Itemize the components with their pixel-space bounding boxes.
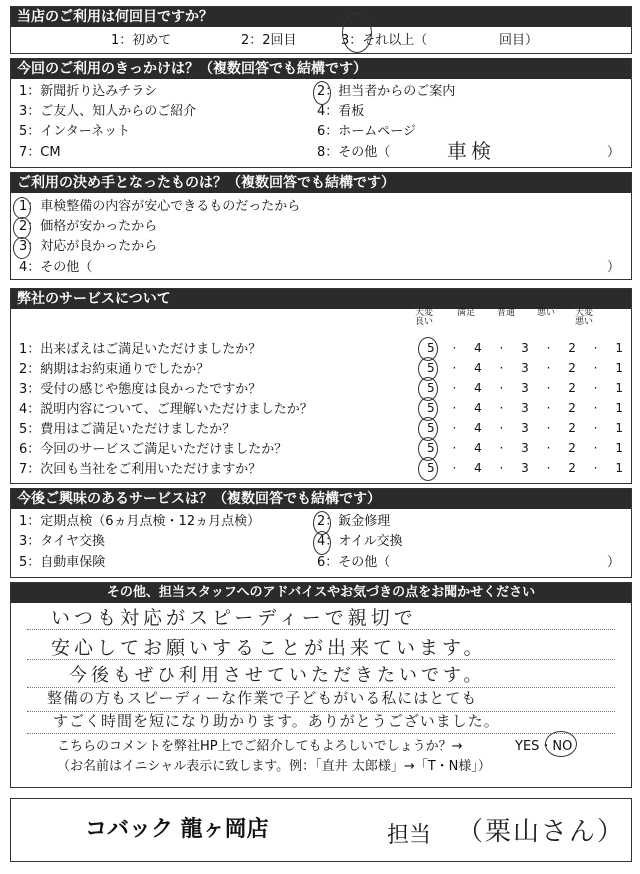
service-scale-4[interactable]: 5 · 4 · 3 · 2 · 1 (427, 401, 623, 415)
decision-mark-3 (13, 237, 31, 259)
decision-mark-2 (13, 217, 31, 239)
comment-handwriting-1: いつも対応がスピーディーで親切で (51, 607, 417, 629)
trigger-other-handwriting: 車検 (447, 139, 495, 163)
interest-title: 今後ご興味のあるサービスは？（複数回答でも結構です） (11, 489, 631, 509)
service-scale-3[interactable]: 5 · 4 · 3 · 2 · 1 (427, 381, 623, 395)
trigger-opt-7[interactable]: 7：CM (19, 145, 61, 160)
service-scale-6[interactable]: 5 · 4 · 3 · 2 · 1 (427, 441, 623, 455)
service-section (10, 288, 632, 484)
service-q7: 7：次回も当社をご利用いただけますか？ (19, 462, 262, 477)
service-title: 弊社のサービスについて (11, 289, 631, 309)
service-scale-2[interactable]: 5 · 4 · 3 · 2 · 1 (427, 361, 623, 375)
interest-section (10, 488, 632, 578)
comment-handwriting-3: 今後もぜひ利用させていただきたいです。 (69, 665, 486, 686)
trigger-opt-2[interactable]: 2：担当者からのご案内 (317, 84, 456, 99)
trigger-title: 今回のご利用のきっかけは？（複数回答でも結構です） (11, 59, 631, 79)
hp-permission-question: こちらのコメントを弊社HP上でご紹介してもよろしいでしょうか？→ (57, 739, 463, 754)
trigger-section (10, 58, 632, 168)
interest-opt-4[interactable]: 4：オイル交換 (317, 534, 403, 549)
interest-opt-5[interactable]: 5：自動車保険 (19, 555, 106, 570)
rating-header-5: 大変良い (414, 308, 433, 327)
yes-selection-mark (545, 731, 577, 757)
comment-line-5 (27, 733, 615, 734)
interest-opt-2[interactable]: 2：鈑金修理 (317, 514, 391, 529)
service-q3: 3：受付の感じや態度は良かったですか？ (19, 382, 262, 397)
trigger-opt-3[interactable]: 3：ご友人、知人からのご紹介 (19, 104, 197, 119)
service-scale-7[interactable]: 5 · 4 · 3 · 2 · 1 (427, 461, 623, 475)
visits-section (10, 6, 632, 54)
initials-note: （お名前はイニシャル表示に致します。例：「直井 太郎様」→「T・N様」） (57, 759, 491, 774)
trigger-opt-4[interactable]: 4：看板 (317, 104, 365, 119)
interest-opt-1[interactable]: 1：定期点検（6ヵ月点検・12ヵ月点検） (19, 514, 261, 529)
decision-title: ご利用の決め手となったものは？（複数回答でも結構です） (11, 173, 631, 193)
decision-opt-2[interactable]: 2：価格が安かったから (19, 219, 158, 234)
decision-opt-1[interactable]: 1：車検整備の内容が安心できるものだったから (19, 199, 301, 214)
interest-close: ） (607, 555, 621, 570)
decision-mark-1 (13, 197, 31, 219)
rating-mark-7 (418, 457, 438, 481)
trigger-close: ） (607, 145, 621, 160)
rating-header-3: 普通 (496, 308, 515, 318)
comment-handwriting-5: すごく時間を短になり助かります。ありがとうございました。 (53, 712, 500, 730)
interest-opt-6[interactable]: 6：その他（ (317, 555, 391, 570)
decision-opt-4[interactable]: 4：その他（ (19, 260, 93, 275)
comment-handwriting-2: 安心してお願いすることが出来ています。 (51, 637, 487, 659)
hp-permission-yes-no[interactable]: YES・NO (515, 739, 573, 754)
visit-option-3[interactable]: 3：それ以上（ (341, 33, 428, 48)
decision-close: ） (607, 260, 621, 275)
trigger-opt-8[interactable]: 8：その他（ (317, 145, 391, 160)
trigger-selection-mark (313, 81, 331, 105)
store-footer (10, 798, 632, 862)
trigger-opt-1[interactable]: 1：新聞折り込みチラシ (19, 84, 158, 99)
comments-title: その他、担当スタッフへのアドバイスやお気づきの点をお聞かせください (11, 583, 631, 603)
interest-mark-4 (313, 531, 331, 555)
visits-title: 当店のご利用は何回目ですか？ (11, 7, 631, 27)
service-q1: 1：出来ばえはご満足いただけましたか？ (19, 342, 262, 357)
service-scale-5[interactable]: 5 · 4 · 3 · 2 · 1 (427, 421, 623, 435)
staff-name-handwriting: （栗山さん） (457, 817, 626, 847)
trigger-opt-6[interactable]: 6：ホームページ (317, 124, 417, 139)
rating-header-4: 満足 (456, 308, 475, 318)
visit-selection-mark (342, 13, 372, 53)
store-name: コバック 龍ヶ岡店 (85, 817, 269, 842)
staff-label: 担当 (387, 823, 432, 848)
comments-section (10, 582, 632, 788)
visit-option-2[interactable]: 2：2回目 (241, 33, 297, 48)
service-q6: 6：今回のサービスご満足いただけましたか？ (19, 442, 288, 457)
visit-option-count: 回目） (499, 33, 539, 48)
visit-option-1[interactable]: 1：初めて (111, 33, 172, 48)
comment-handwriting-4: 整備の方もスピーディーな作業で子どもがいる私にはとても (47, 689, 478, 707)
trigger-opt-5[interactable]: 5：インターネット (19, 124, 131, 139)
decision-opt-3[interactable]: 3：対応が良かったから (19, 239, 158, 254)
rating-header-2: 悪い (536, 308, 555, 318)
service-q2: 2：納期はお約束通りでしたか？ (19, 362, 210, 377)
service-q5: 5：費用はご満足いただけましたか？ (19, 422, 236, 437)
decision-section (10, 172, 632, 280)
interest-opt-3[interactable]: 3：タイヤ交換 (19, 534, 106, 549)
service-scale-1[interactable]: 5 · 4 · 3 · 2 · 1 (427, 341, 623, 355)
rating-header-1: 大変悪い (574, 308, 593, 327)
service-q4: 4：説明内容について、ご理解いただけましたか？ (19, 402, 313, 417)
